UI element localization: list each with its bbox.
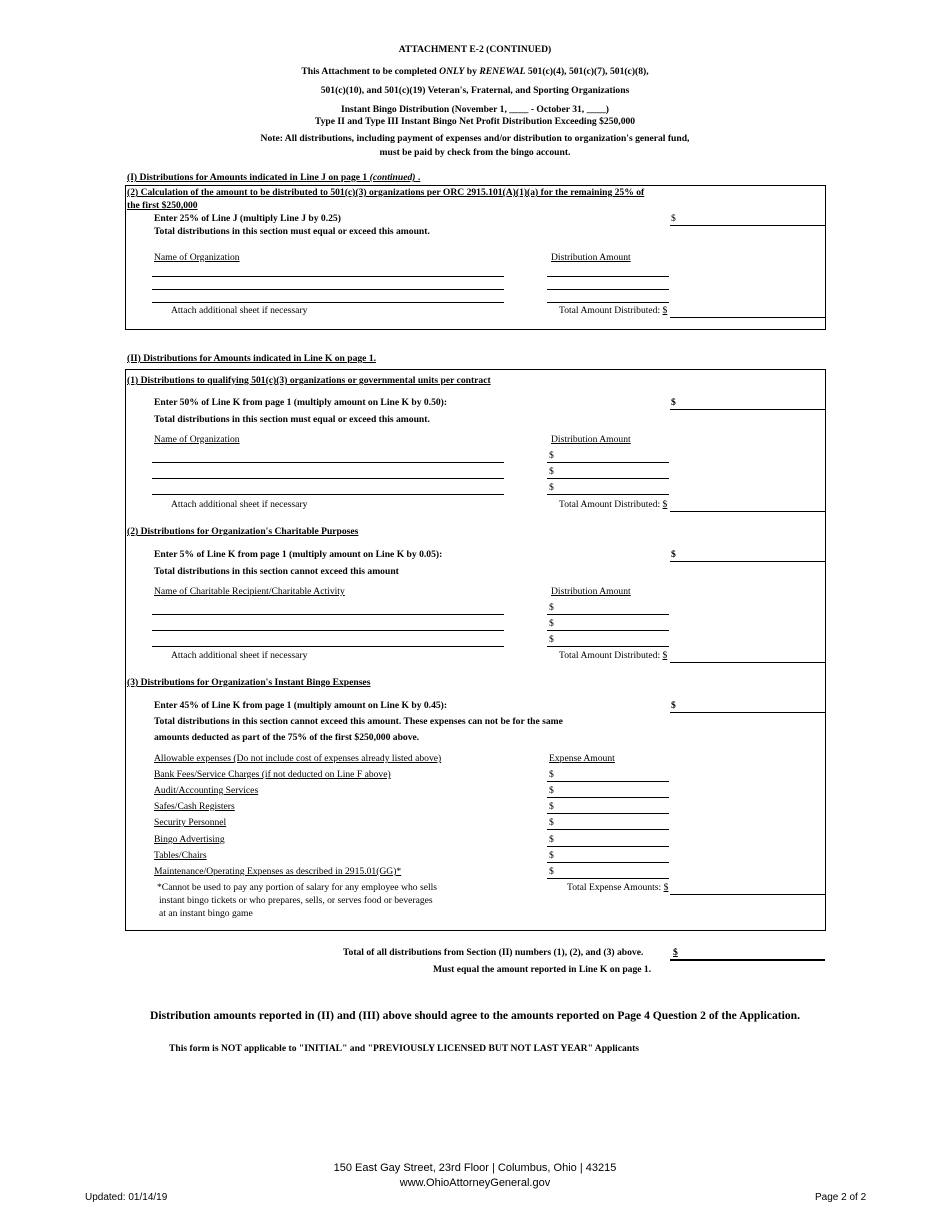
- part-2-name-line-2[interactable]: [152, 630, 504, 631]
- not-applicable-note: This form is NOT applicable to "INITIAL" and "PREVIOUSLY LICENSED BUT NOT LAST YEAR" Applicants: [169, 1043, 640, 1054]
- section-2-heading: (II) Distributions for Amounts indicated in Line K on page 1.: [127, 353, 377, 364]
- part-2-col-name: Name of Charitable Recipient/Charitable Activity: [154, 586, 345, 597]
- header-line-4: Type II and Type III Instant Bingo Net Profit Distribution Exceeding $250,000: [314, 116, 636, 127]
- part-3-title: (3) Distributions for Organization's Instant Bingo Expenses: [127, 677, 371, 688]
- expense-label-maintenance: Maintenance/Operating Expenses as described in 2915.01(GG)*: [154, 866, 402, 877]
- section-1-amount-line-1[interactable]: [547, 276, 669, 277]
- part-1-row-dollar: $: [549, 466, 554, 477]
- expense-amount-line-tables[interactable]: [547, 862, 669, 863]
- expense-dollar: $: [549, 769, 554, 780]
- section-1-name-line-2[interactable]: [152, 289, 504, 290]
- part-1-name-line-3[interactable]: [152, 494, 504, 495]
- grand-total-must-equal: Must equal the amount reported in Line K on page 1.: [433, 964, 652, 975]
- expense-dollar: $: [549, 801, 554, 812]
- part-3-total: Total Expense Amounts: $: [567, 882, 669, 893]
- expense-label-bank-fees: Bank Fees/Service Charges (if not deducted on Line F above): [154, 769, 391, 780]
- expense-amount-line-advertising[interactable]: [547, 846, 669, 847]
- section-1-total-line[interactable]: [670, 317, 825, 318]
- expense-label-security: Security Personnel: [154, 817, 227, 828]
- grand-total-label: Total of all distributions from Section (II) numbers (1), (2), and (3) above.: [343, 947, 644, 958]
- footer-page-number: Page 2 of 2: [815, 1192, 867, 1203]
- part-3-col-name: Allowable expenses (Do not include cost of expenses already listed above): [154, 753, 442, 764]
- part-1-total-line[interactable]: [670, 511, 825, 512]
- expense-dollar: $: [549, 785, 554, 796]
- section-1-name-line-1[interactable]: [152, 276, 504, 277]
- part-2-col-amount: Distribution Amount: [551, 586, 631, 597]
- section-1-enter: Enter 25% of Line J (multiply Line J by 0.25): [154, 213, 341, 224]
- footer-address: 150 East Gay Street, 23rd Floor | Columbus, Ohio | 43215: [333, 1162, 617, 1174]
- part-1-col-name: Name of Organization: [154, 434, 240, 445]
- section-1-total-req: Total distributions in this section must equal or exceed this amount.: [154, 226, 430, 237]
- section-1-col-name: Name of Organization: [154, 252, 240, 263]
- footer-updated: Updated: 01/14/19: [85, 1192, 168, 1203]
- part-3-dollar: $: [671, 700, 676, 711]
- part-2-row-dollar: $: [549, 618, 554, 629]
- part-2-row-dollar: $: [549, 634, 554, 645]
- expense-dollar: $: [549, 850, 554, 861]
- expense-label-tables: Tables/Chairs: [154, 850, 207, 861]
- part-1-amount-line-2[interactable]: [547, 478, 669, 479]
- part-1-enter: Enter 50% of Line K from page 1 (multiply amount on Line K by 0.50):: [154, 397, 448, 408]
- expense-amount-line-maintenance[interactable]: [547, 878, 669, 879]
- part-2-total: Total Amount Distributed: $: [559, 650, 668, 661]
- part-2-enter: Enter 5% of Line K from page 1 (multiply amount on Line K by 0.05):: [154, 549, 443, 560]
- part-1-amount-line-1[interactable]: [547, 462, 669, 463]
- expense-label-safes: Safes/Cash Registers: [154, 801, 235, 812]
- part-2-attach: Attach additional sheet if necessary: [171, 650, 308, 661]
- part-3-enter: Enter 45% of Line K from page 1 (multiply amount on Line K by 0.45):: [154, 700, 448, 711]
- part-2-amount-line-3[interactable]: [547, 646, 669, 647]
- attachment-title: ATTACHMENT E-2 (CONTINUED): [398, 44, 552, 55]
- expense-label-advertising: Bingo Advertising: [154, 834, 225, 845]
- section-1-calc-line-1: (2) Calculation of the amount to be distributed to 501(c)(3) organizations per ORC 2915.101(A)(1)(a) for the remaining 25% of: [127, 187, 645, 198]
- section-1-dollar: $: [671, 213, 676, 224]
- grand-total-dollar: $: [673, 947, 678, 958]
- part-2-name-line-1[interactable]: [152, 614, 504, 615]
- agreement-note: Distribution amounts reported in (II) and (III) above should agree to the amounts reported on Page 4 Question 2 of the Application.: [150, 1009, 800, 1022]
- part-2-amount-line[interactable]: [670, 561, 825, 562]
- part-1-title: (1) Distributions to qualifying 501(c)(3) organizations or governmental units per contract: [127, 375, 491, 386]
- part-1-amount-line-3[interactable]: [547, 494, 669, 495]
- part-2-total-line[interactable]: [670, 662, 825, 663]
- section-1-heading: (I) Distributions for Amounts indicated in Line J on page 1 (continued) .: [127, 172, 421, 183]
- part-2-title: (2) Distributions for Organization's Charitable Purposes: [127, 526, 359, 537]
- expense-dollar: $: [549, 866, 554, 877]
- section-1-amount-line-3[interactable]: [547, 302, 669, 303]
- section-1-name-line-3[interactable]: [152, 302, 504, 303]
- part-2-dollar: $: [671, 549, 676, 560]
- expense-amount-line-safes[interactable]: [547, 813, 669, 814]
- section-1-total: Total Amount Distributed: $: [559, 305, 668, 316]
- part-1-amount-line[interactable]: [670, 409, 825, 410]
- section-1-amount-line[interactable]: [670, 225, 825, 226]
- part-1-name-line-2[interactable]: [152, 478, 504, 479]
- section-1-amount-line-2[interactable]: [547, 289, 669, 290]
- part-1-row-dollar: $: [549, 450, 554, 461]
- header-line-3: Instant Bingo Distribution (November 1, ____ - October 31, ____): [340, 104, 609, 115]
- grand-total-line[interactable]: [670, 959, 825, 961]
- part-3-total-req-2: amounts deducted as part of the 75% of the first $250,000 above.: [154, 732, 420, 743]
- part-1-name-line-1[interactable]: [152, 462, 504, 463]
- header-line-2: 501(c)(10), and 501(c)(19) Veteran's, Fraternal, and Sporting Organizations: [320, 85, 630, 96]
- header-line-1: This Attachment to be completed ONLY by RENEWAL 501(c)(4), 501(c)(7), 501(c)(8),: [301, 66, 649, 77]
- section-1-attach: Attach additional sheet if necessary: [171, 305, 308, 316]
- part-2-amount-line-2[interactable]: [547, 630, 669, 631]
- part-3-footnote-1: *Cannot be used to pay any portion of salary for any employee who sells: [157, 882, 438, 893]
- part-3-total-req-1: Total distributions in this section cannot exceed this amount. These expenses can not be for the same: [154, 716, 563, 727]
- part-3-total-line[interactable]: [670, 894, 825, 895]
- part-2-total-req: Total distributions in this section cannot exceed this amount: [154, 566, 399, 577]
- expense-dollar: $: [549, 817, 554, 828]
- part-2-row-dollar: $: [549, 602, 554, 613]
- part-3-col-amount: Expense Amount: [549, 753, 615, 764]
- note-line-1: Note: All distributions, including payment of expenses and/or distribution to organization's general fund,: [260, 133, 690, 144]
- part-1-total: Total Amount Distributed: $: [559, 499, 668, 510]
- part-2-name-line-3[interactable]: [152, 646, 504, 647]
- part-1-total-req: Total distributions in this section must equal or exceed this amount.: [154, 414, 430, 425]
- expense-amount-line-security[interactable]: [547, 829, 669, 830]
- part-2-amount-line-1[interactable]: [547, 614, 669, 615]
- section-1-col-amount: Distribution Amount: [551, 252, 631, 263]
- section-1-calc-line-2: the first $250,000: [127, 200, 198, 211]
- part-1-attach: Attach additional sheet if necessary: [171, 499, 308, 510]
- expense-dollar: $: [549, 834, 554, 845]
- part-3-footnote-2: instant bingo tickets or who prepares, sells, or serves food or beverages: [159, 895, 433, 906]
- expense-amount-line-bank-fees[interactable]: [547, 781, 669, 782]
- expense-amount-line-audit[interactable]: [547, 797, 669, 798]
- part-1-row-dollar: $: [549, 482, 554, 493]
- note-line-2: must be paid by check from the bingo account.: [379, 147, 571, 158]
- expense-label-audit: Audit/Accounting Services: [154, 785, 259, 796]
- footer-website[interactable]: www.OhioAttorneyGeneral.gov: [399, 1177, 551, 1189]
- part-1-col-amount: Distribution Amount: [551, 434, 631, 445]
- part-1-dollar: $: [671, 397, 676, 408]
- part-3-amount-line[interactable]: [670, 712, 825, 713]
- part-3-footnote-3: at an instant bingo game: [159, 908, 253, 919]
